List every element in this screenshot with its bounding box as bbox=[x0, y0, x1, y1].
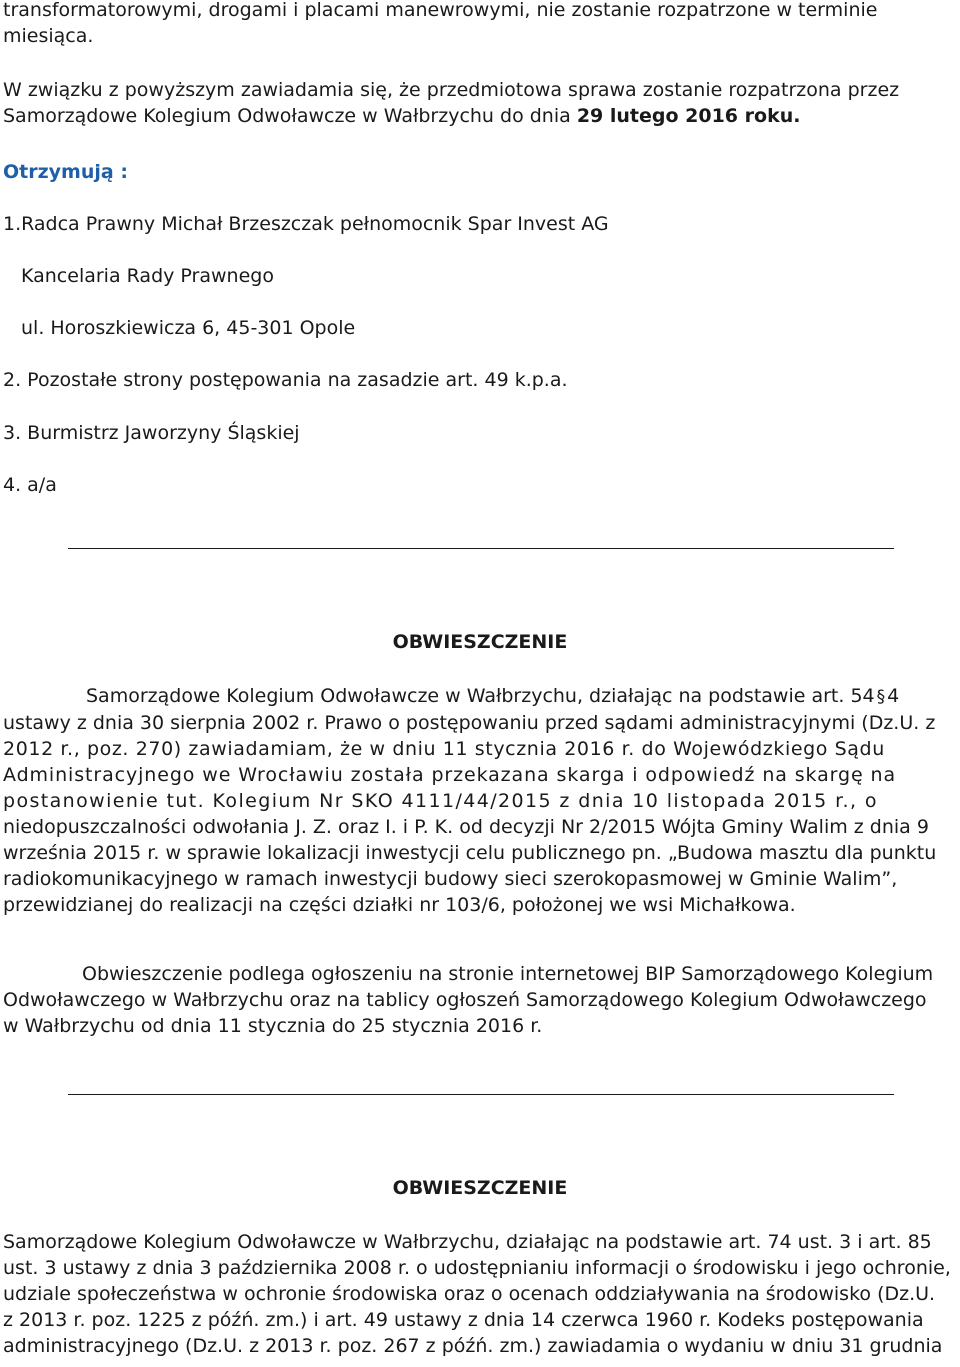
text-line bbox=[3, 103, 960, 129]
text-line: ustawy z dnia 30 sierpnia 2002 r. Prawo o postępowaniu przed sądami administracyjnymi (Dz.U. z bbox=[3, 712, 936, 734]
text-line: miesiąca. bbox=[3, 25, 94, 47]
announcement-title: OBWIESZCZENIE bbox=[392, 1177, 568, 1199]
recipient-1-office: Kancelaria Rady Prawnego bbox=[21, 265, 274, 287]
text-line: września 2015 r. w sprawie lokalizacji inwestycji celu publicznego pn. „Budowa masztu dla punktu bbox=[3, 842, 937, 864]
recipient-4: 4. a/a bbox=[3, 474, 57, 496]
text-span: Samorządowe Kolegium Odwoławcze w Wałbrzychu do dnia bbox=[3, 105, 577, 127]
recipient-1-address: ul. Horoszkiewicza 6, 45-301 Opole bbox=[21, 317, 356, 339]
text-line: Odwoławczego w Wałbrzychu oraz na tablicy ogłoszeń Samorządowego Kolegium Odwoławczego bbox=[3, 989, 927, 1011]
text-line: w Wałbrzychu od dnia 11 stycznia do 25 stycznia 2016 r. bbox=[3, 1015, 543, 1037]
text-line: niedopuszczalności odwołania J. Z. oraz I. i P. K. od decyzji Nr 2/2015 Wójta Gminy Walim z dnia 9 bbox=[3, 816, 929, 838]
text-line: udziale społeczeństwa w ochronie środowiska oraz o ocenach oddziaływania na środowisko (Dz.U. bbox=[3, 1283, 936, 1305]
text-span: Samorządowe Kolegium Odwoławcze w Wałbrzychu, działając na podstawie art. 54 bbox=[86, 685, 875, 707]
text-line: przewidzianej do realizacji na części działki nr 103/6, położonej we wsi Michałkowa. bbox=[3, 894, 796, 916]
text-line: W związku z powyższym zawiadamia się, że przedmiotowa sprawa zostanie rozpatrzona przez bbox=[3, 79, 900, 101]
text-span: 4 bbox=[887, 685, 900, 707]
text-line: postanowienie tut. Kolegium Nr SKO 4111/44/2015 z dnia 10 listopada 2015 r., o bbox=[3, 790, 878, 812]
text-line: ust. 3 ustawy z dnia 3 października 2008 r. o udostępnianiu informacji o środowisku i jego ochronie, bbox=[3, 1257, 951, 1279]
recipient-1: 1.Radca Prawny Michał Brzeszczak pełnomocnik Spar Invest AG bbox=[3, 213, 609, 235]
section-sign: § bbox=[876, 687, 886, 707]
text-line: Obwieszczenie podlega ogłoszeniu na stronie internetowej BIP Samorządowego Kolegium bbox=[82, 963, 934, 985]
text-line: Samorządowe Kolegium Odwoławcze w Wałbrzychu, działając na podstawie art. 74 ust. 3 i art. 85 bbox=[3, 1231, 932, 1253]
text-line: 2012 r., poz. 270) zawiadamiam, że w dniu 11 stycznia 2016 r. do Wojewódzkiego Sądu bbox=[3, 738, 885, 760]
separator-line bbox=[68, 1094, 894, 1095]
text-line: radiokomunikacyjnego w ramach inwestycji budowy sieci szerokopasmowej w Gminie Walim”, bbox=[3, 868, 898, 890]
recipient-3: 3. Burmistrz Jaworzyny Śląskiej bbox=[3, 422, 300, 444]
announcement-1-body bbox=[3, 683, 960, 918]
deadline-date: 29 lutego 2016 roku. bbox=[576, 105, 801, 127]
announcement-2-body bbox=[3, 1229, 960, 1359]
recipient-2: 2. Pozostałe strony postępowania na zasadzie art. 49 k.p.a. bbox=[3, 369, 568, 391]
text-line bbox=[3, 683, 960, 710]
deadline-notice-paragraph bbox=[3, 77, 960, 129]
text-line: z 2013 r. poz. 1225 z późń. zm.) i art. 49 ustawy z dnia 14 czerwca 1960 r. Kodeks postępowania bbox=[3, 1309, 924, 1331]
separator-line bbox=[68, 548, 894, 549]
announcement-1-publication-paragraph bbox=[3, 961, 960, 1039]
announcement-title: OBWIESZCZENIE bbox=[392, 631, 568, 653]
text-line: transformatorowymi, drogami i placami manewrowymi, nie zostanie rozpatrzone w terminie bbox=[3, 0, 878, 21]
text-line: Administracyjnego we Wrocławiu została przekazana skarga i odpowiedź na skargę na bbox=[3, 764, 897, 786]
continuation-paragraph bbox=[3, 0, 960, 49]
text-line: administracyjnego (Dz.U. z 2013 r. poz. 267 z późń. zm.) zawiadamia o wydaniu w dniu 31 grudnia bbox=[3, 1335, 943, 1357]
recipients-heading: Otrzymują : bbox=[3, 161, 128, 183]
